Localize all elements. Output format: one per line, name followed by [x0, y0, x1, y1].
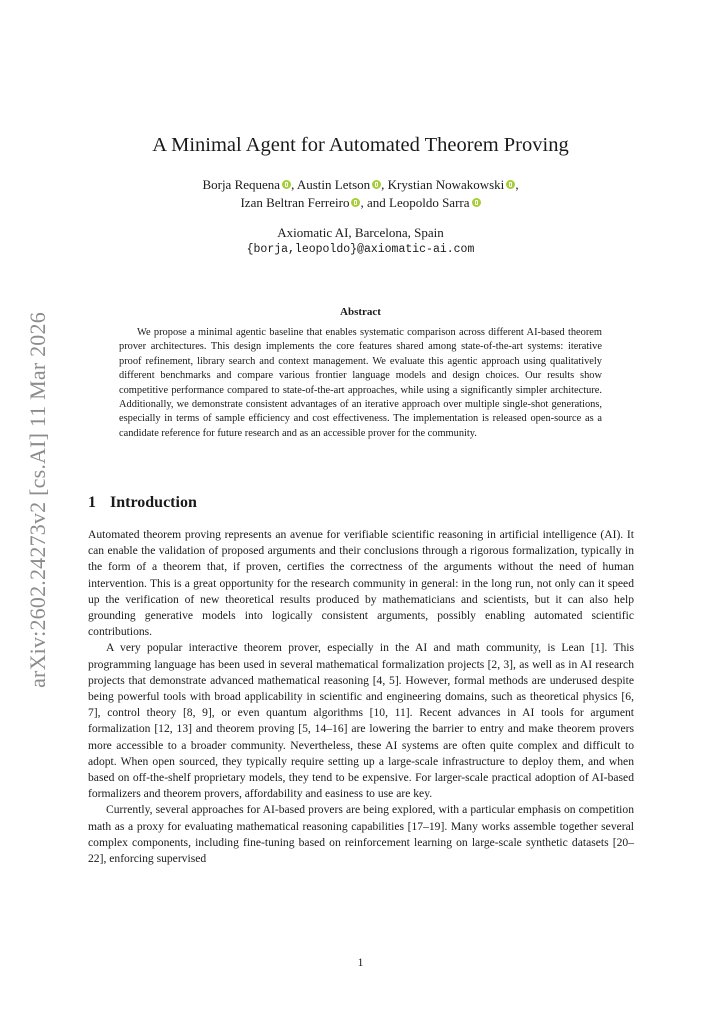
- arxiv-stamp-text: arXiv:2602.24273v2 [cs.AI] 11 Mar 2026: [25, 312, 50, 688]
- author-name: Borja Requena: [202, 177, 281, 192]
- author-line-2: Izan Beltran Ferreiro , and Leopoldo Sarra: [80, 194, 641, 212]
- arxiv-stamp: [18, 300, 58, 700]
- author-list: [80, 176, 641, 212]
- affiliation: Axiomatic AI, Barcelona, Spain: [277, 225, 444, 240]
- page-number: 1: [357, 957, 364, 969]
- orcid-icon[interactable]: [282, 180, 291, 189]
- abstract-text: We propose a minimal agentic baseline that enables systematic comparison across different AI-based theorem prover architectures. This design implements the core features shared among state-of-the-art systems: iterative proof refinement, library search and context management. We evaluate this agentic approach using qualitatively different benchmarks and compare various frontier language models and design choices. Our results show competitive performance compared to state-of-the-art approaches, while using a significantly simpler architecture. Additionally, we demonstrate consistent advantages of an iterative approach over multiple single-shot generations, especially in terms of sample efficiency and cost effectiveness. The implementation is released open-source as a candidate reference for future research and as an accessible prover for the community.: [119, 327, 602, 439]
- section-title: Introduction: [110, 494, 197, 511]
- section-number: 1: [88, 494, 96, 511]
- author-name: and Leopoldo Sarra: [366, 195, 470, 210]
- section-body: [88, 527, 634, 867]
- paragraph: Currently, several approaches for AI-based provers are being explored, with a particular emphasis on competition math as a proxy for evaluating mathematical reasoning capabilities [17–19]. Many works assemble together several complex components, including fine-tuning based on reinforcement learning on large-scale synthetic datasets [20–22], enforcing supervised: [88, 803, 634, 866]
- paper-title: A Minimal Agent for Automated Theorem Proving: [152, 134, 569, 156]
- orcid-icon[interactable]: [372, 180, 381, 189]
- email-link[interactable]: {borja,leopoldo}@axiomatic-ai.com: [246, 243, 475, 256]
- author-line-1: Borja Requena , Austin Letson , Krystian Nowakowski ,: [202, 177, 519, 192]
- author-name: Krystian Nowakowski: [387, 177, 505, 192]
- author-name: Izan Beltran Ferreiro: [240, 195, 350, 210]
- paragraph: A very popular interactive theorem prover, especially in the AI and math community, is Lean [1]. This programming language has been used in several mathematical formalization projects [2, 3], as well as in AI research projects that demonstrate advanced mathematical reasoning [4, 5]. However, formal methods are underused despite being powerful tools with broad applicability in scientific and engineering domains, such as theoretical physics [6, 7], control theory [8, 9], or even quantum algorithms [10, 11]. Recent advances in AI tools for argument formalization [12, 13] and theorem proving [5, 14–16] are lowering the barrier to entry and make theorem provers more accessible to a broader community. Nevertheless, these AI systems are often quite complex and difficult to adopt. When open sourced, they typically require setting up a large-scale infrastructure to deploy them, and when based on off-the-shelf proprietary models, they tend to be expensive. For larger-scale practical adoption of AI-based formalizers and theorem provers, affordability and easiness to use are key.: [88, 641, 634, 801]
- abstract-heading: Abstract: [340, 306, 381, 318]
- section-heading: [88, 494, 197, 512]
- author-name: Austin Letson: [296, 177, 371, 192]
- orcid-icon[interactable]: [506, 180, 515, 189]
- affiliation-block: [80, 224, 641, 258]
- paragraph: Automated theorem proving represents an avenue for verifiable scientific reasoning in artificial intelligence (AI). It can enable the validation of proposed arguments and their conclusions through a rigorous formalization, typically in the form of a theorem that, if proven, certifies the correctness of the arguments without the need of human intervention. This is a great opportunity for the research community in general: in the long run, not only can it speed up the verification of new theoretical results produced by mathematicians and scientists, but it can also help grounding generative models into logically consistent arguments, possibly enabling automated scientific contributions.: [88, 528, 634, 639]
- orcid-icon[interactable]: [351, 198, 360, 207]
- orcid-icon[interactable]: [472, 198, 481, 207]
